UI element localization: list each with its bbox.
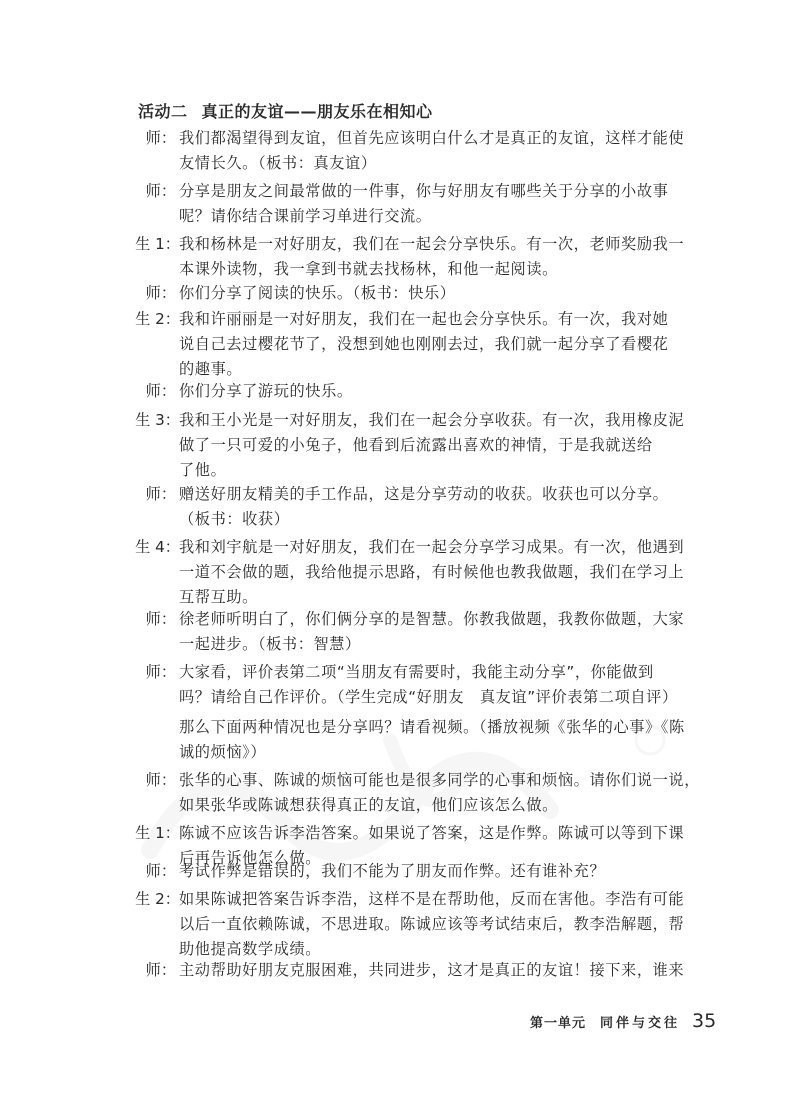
dialogue-line: 诚的烦恼》）	[179, 743, 267, 761]
dialogue-line: 友情长久。（板书：真友谊）	[179, 154, 377, 172]
dialogue-line: 你们分享了阅读的快乐。（板书：快乐）	[179, 284, 456, 302]
dialogue-line: 陈诚不应该告诉李浩答案。如果说了答案，这是作弊。陈诚可以等到下课	[179, 824, 685, 842]
dialogue-line: 主动帮助好朋友克服困难，共同进步，这才是真正的友谊！接下来，谁来	[179, 961, 685, 979]
speaker-label: 师：	[145, 862, 176, 880]
speaker-label: 师：	[145, 284, 176, 302]
dialogue-line: 我和王小光是一对好朋友，我们在一起会分享收获。有一次，我用橡皮泥	[179, 411, 685, 429]
dialogue-line: 赠送好朋友精美的手工作品，这是分享劳动的收获。收获也可以分享。	[179, 485, 669, 503]
speaker-label: 师：	[145, 182, 176, 200]
dialogue-line: 那么下面两种情况也是分享吗？请看视频。（播放视频《张华的心事》《陈	[179, 718, 685, 736]
dialogue-line: 大家看，评价表第二项“当朋友有需要时，我能主动分享”，你能做到	[179, 663, 654, 681]
page-number: 35	[692, 1010, 717, 1032]
dialogue-line: 本课外读物，我一拿到书就去找杨林，和他一起阅读。	[179, 260, 558, 278]
speaker-label: 师：	[145, 961, 176, 979]
dialogue-line: 说自己去过樱花节了，没想到她也刚刚去过，我们就一起分享了看樱花	[179, 335, 669, 353]
speaker-label: 生 3：	[135, 411, 180, 429]
dialogue-line: 考试作弊是错误的，我们不能为了朋友而作弊。还有谁补充？	[179, 862, 606, 880]
dialogue-line: （板书：收获）	[179, 510, 290, 528]
dialogue-line: 我和杨林是一对好朋友，我们在一起会分享快乐。有一次，老师奖励我一	[179, 235, 685, 253]
dialogue-line: 如果陈诚把答案告诉李浩，这样不是在帮助他，反而在害他。李浩有可能	[179, 890, 685, 908]
dialogue-line: 我和许丽丽是一对好朋友，我们在一起也会分享快乐。有一次，我对她	[179, 310, 669, 328]
speaker-label: 生 2：	[135, 310, 180, 328]
speaker-label: 师：	[145, 663, 176, 681]
dialogue-line: 我和刘宇航是一对好朋友，我们在一起会分享学习成果。有一次，他遇到	[179, 538, 685, 556]
speaker-label: 生 1：	[135, 235, 180, 253]
speaker-label: 师：	[145, 129, 176, 147]
dialogue-line: 分享是朋友之间最常做的一件事，你与好朋友有哪些关于分享的小故事	[179, 182, 669, 200]
speaker-label: 师：	[145, 610, 176, 628]
dialogue-line: 以后一直依赖陈诚，不思进取。陈诚应该等考试结束后，教李浩解题，帮	[179, 915, 685, 933]
dialogue-line: 一起进步。（板书：智慧）	[179, 635, 361, 653]
speaker-label: 师：	[145, 485, 176, 503]
dialogue-line: 你们分享了游玩的快乐。	[179, 382, 353, 400]
activity-title: 真正的友谊——朋友乐在相知心	[201, 102, 433, 121]
speaker-label: 师：	[145, 771, 176, 789]
section-heading	[138, 99, 433, 122]
activity-label: 活动二	[138, 102, 188, 121]
speaker-label: 生 4：	[135, 538, 180, 556]
dialogue-line: 张华的心事、陈诚的烦恼可能也是很多同学的心事和烦恼。请你们说一说，	[179, 771, 700, 789]
dialogue-line: 呢？请你结合课前学习单进行交流。	[179, 207, 432, 225]
dialogue-line: 做了一只可爱的小兔子，他看到后流露出喜欢的神情，于是我就送给	[179, 436, 653, 454]
footer-title: 同伴与交往	[600, 1016, 681, 1031]
speaker-label: 生 2：	[135, 890, 180, 908]
dialogue-line: 后再告诉他怎么做。	[179, 849, 322, 867]
dialogue-line: 互帮互助。	[179, 588, 258, 606]
dialogue-line: 我们都渴望得到友谊，但首先应该明白什么才是真正的友谊，这样才能使	[179, 129, 685, 147]
dialogue-line: 如果张华或陈诚想获得真正的友谊，他们应该怎么做。	[179, 796, 558, 814]
footer-unit: 第一单元	[530, 1016, 587, 1031]
speaker-label: 师：	[145, 382, 176, 400]
speaker-label: 生 1：	[135, 824, 180, 842]
dialogue-line: 一道不会做的题，我给他提示思路，有时候他也教我做题，我们在学习上	[179, 563, 685, 581]
dialogue-line: 助他提高数学成绩。	[179, 940, 322, 958]
dialogue-line: 的趣事。	[179, 360, 243, 378]
dialogue-line: 徐老师听明白了，你们俩分享的是智慧。你教我做题，我教你做题，大家	[179, 610, 685, 628]
dialogue-line: 吗？请给自己作评价。（学生完成“好朋友 真友谊”评价表第二项自评）	[179, 688, 678, 706]
page-footer	[530, 1010, 716, 1032]
dialogue-line: 了他。	[179, 461, 227, 479]
